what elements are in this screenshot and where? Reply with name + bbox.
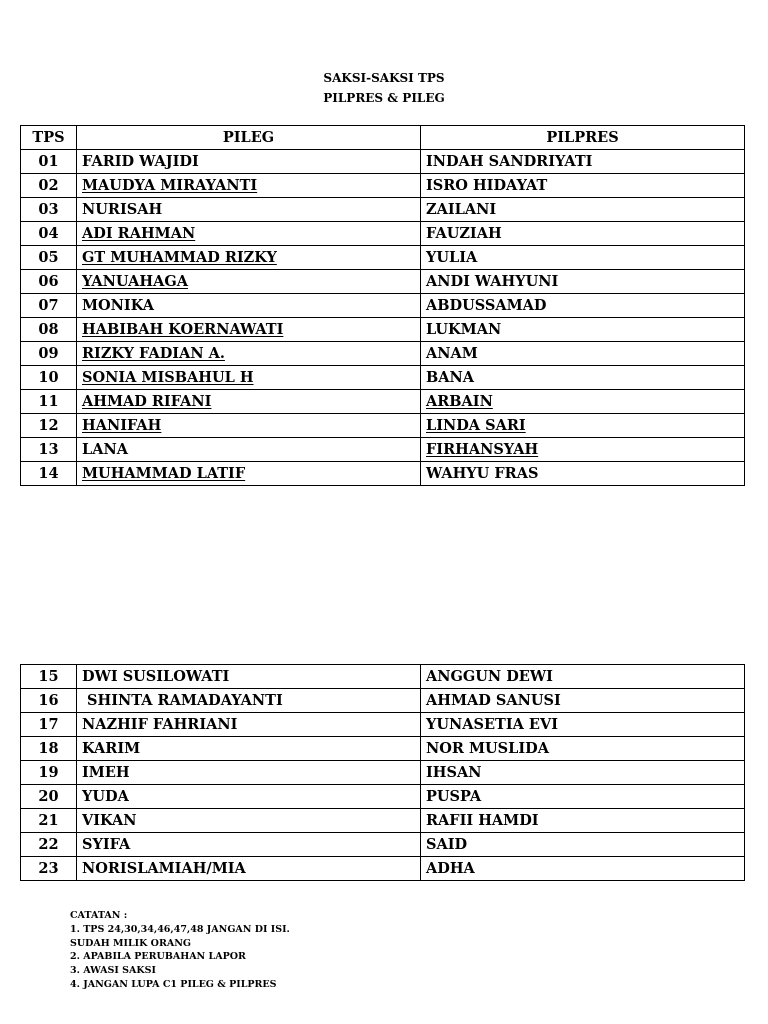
tps-cell-text: 12 [38,417,59,434]
pileg-cell-text: DWI SUSILOWATI [82,668,230,685]
tps-cell-text: 04 [38,225,59,242]
pileg-cell [77,390,421,414]
pileg-cell [77,689,421,713]
pilpres-cell [421,270,745,294]
pilpres-cell [421,150,745,174]
table-row [21,174,745,198]
pileg-cell-text: NORISLAMIAH/MIA [82,860,246,877]
pileg-cell-text: SYIFA [82,836,131,853]
tps-cell-text: 09 [38,345,59,362]
tps-cell [21,438,77,462]
notes-line: 3. AWASI SAKSI [70,965,156,977]
tps-cell-text: 18 [38,740,59,757]
pilpres-cell-text: ANGGUN DEWI [426,668,553,685]
pilpres-cell-text: BANA [426,369,475,386]
pileg-cell [77,318,421,342]
pileg-cell [77,833,421,857]
table-row [21,366,745,390]
pileg-cell-text: FARID WAJIDI [82,153,199,170]
witness-table-2 [20,664,745,881]
pileg-cell-text: HABIBAH KOERNAWATI [82,321,284,338]
pilpres-cell-text: YUNASETIA EVI [426,716,558,733]
pileg-cell-text: RIZKY FADIAN A. [82,345,225,362]
tps-cell-text: 05 [38,249,59,266]
tps-cell-text: 17 [38,716,59,733]
pileg-cell [77,737,421,761]
pilpres-cell-text: YULIA [426,249,478,266]
pilpres-cell-text: SAID [426,836,468,853]
pilpres-cell [421,689,745,713]
table-row [21,857,745,881]
tps-cell-text: 03 [38,201,59,218]
pilpres-cell-text: NOR MUSLIDA [426,740,549,757]
header-tps: TPS [21,126,77,150]
pilpres-cell [421,665,745,689]
tps-cell-text: 06 [38,273,59,290]
notes-line: 1. TPS 24,30,34,46,47,48 JANGAN DI ISI. [70,923,290,935]
pileg-cell [77,438,421,462]
tps-cell [21,366,77,390]
tps-cell [21,809,77,833]
pilpres-cell [421,222,745,246]
tps-cell [21,390,77,414]
tps-cell [21,174,77,198]
pilpres-cell-text: LUKMAN [426,321,502,338]
pileg-cell-text: AHMAD RIFANI [82,393,212,410]
tps-cell [21,294,77,318]
pilpres-cell [421,366,745,390]
pileg-cell [77,713,421,737]
pilpres-cell [421,390,745,414]
pilpres-cell [421,761,745,785]
table-row [21,809,745,833]
table-row [21,222,745,246]
tps-cell [21,246,77,270]
tps-cell [21,150,77,174]
pilpres-cell [421,857,745,881]
pilpres-cell-text: IHSAN [426,764,482,781]
pileg-cell-text: MUHAMMAD LATIF [82,465,246,482]
pileg-cell-text: KARIM [82,740,141,757]
tps-cell [21,270,77,294]
notes-line: 4. JANGAN LUPA C1 PILEG & PILPRES [70,978,277,990]
table-row [21,390,745,414]
notes-line: CATATAN : [70,910,128,921]
tps-cell [21,689,77,713]
pileg-cell [77,198,421,222]
pilpres-cell [421,414,745,438]
pileg-cell-text: HANIFAH [82,417,162,434]
tps-cell [21,462,77,486]
pileg-cell-text: NAZHIF FAHRIANI [82,716,238,733]
table-row [21,414,745,438]
tps-cell-text: 10 [38,369,59,386]
pileg-cell [77,150,421,174]
notes-section [70,909,290,992]
pileg-cell-text: MAUDYA MIRAYANTI [82,177,258,194]
tps-cell-text: 01 [38,153,59,170]
pilpres-cell [421,174,745,198]
tps-cell [21,414,77,438]
table-row [21,462,745,486]
table-row [21,294,745,318]
notes-line: SUDAH MILIK ORANG [70,937,192,949]
tps-cell-text: 11 [38,393,59,410]
pileg-cell [77,761,421,785]
tps-cell [21,318,77,342]
pileg-cell-text: LANA [82,441,128,458]
pilpres-cell-text: ANDI WAHYUNI [426,273,559,290]
tps-cell-text: 22 [38,836,59,853]
pileg-cell-text: IMEH [82,764,130,781]
pileg-cell-text: SONIA MISBAHUL H [82,369,254,386]
tps-cell-text: 07 [38,297,59,314]
witness-table-1 [20,125,745,486]
pileg-cell-text: YUDA [82,788,129,805]
pileg-cell [77,222,421,246]
tps-cell [21,665,77,689]
tps-cell-text: 02 [38,177,59,194]
tps-cell-text: 21 [38,812,59,829]
table-row [21,833,745,857]
table-row [21,438,745,462]
pilpres-cell [421,318,745,342]
table-row [21,665,745,689]
pileg-cell-text: MONIKA [82,297,154,314]
document-title: SAKSI-SAKSI TPS [323,71,445,85]
pileg-cell [77,414,421,438]
pileg-cell [77,462,421,486]
tps-cell [21,222,77,246]
pilpres-cell-text: ISRO HIDAYAT [426,177,548,194]
pilpres-cell [421,737,745,761]
tps-cell-text: 13 [38,441,59,458]
tps-cell-text: 08 [38,321,59,338]
pilpres-cell-text: LINDA SARI [426,417,526,434]
pilpres-cell-text: FIRHANSYAH [426,441,539,458]
pileg-cell [77,294,421,318]
table-row [21,342,745,366]
tps-cell-text: 19 [38,764,59,781]
table-header-row [21,126,745,150]
pilpres-cell [421,713,745,737]
pilpres-cell-text: ABDUSSAMAD [426,297,547,314]
tps-cell [21,713,77,737]
tps-cell-text: 20 [38,788,59,805]
pileg-cell [77,857,421,881]
pilpres-cell-text: ANAM [426,345,478,362]
tps-cell [21,785,77,809]
tps-cell-text: 16 [38,692,59,709]
pilpres-cell [421,833,745,857]
pilpres-cell [421,294,745,318]
pileg-cell-text: NURISAH [82,201,163,218]
tps-cell-text: 15 [38,668,59,685]
pilpres-cell [421,785,745,809]
tps-cell [21,737,77,761]
header-pileg: PILEG [77,126,421,150]
tps-cell-text: 23 [38,860,59,877]
tps-cell [21,761,77,785]
pilpres-cell-text: INDAH SANDRIYATI [426,153,593,170]
pileg-cell [77,270,421,294]
header-pilpres: PILPRES [421,126,745,150]
pilpres-cell [421,342,745,366]
pilpres-cell-text: ADHA [426,860,475,877]
tps-cell [21,198,77,222]
pileg-cell-text: YANUAHAGA [82,273,188,290]
document-subtitle: PILPRES & PILEG [323,91,445,105]
pileg-cell [77,785,421,809]
pileg-cell [77,366,421,390]
pileg-cell [77,809,421,833]
pileg-cell-text: GT MUHAMMAD RIZKY [82,249,277,266]
pileg-cell-text: VIKAN [82,812,137,829]
tps-cell [21,342,77,366]
table-row [21,198,745,222]
tps-cell [21,833,77,857]
pilpres-cell-text: WAHYU FRAS [426,465,539,482]
pileg-cell [77,174,421,198]
table-row [21,246,745,270]
pilpres-cell-text: ARBAIN [426,393,493,410]
pilpres-cell-text: FAUZIAH [426,225,502,242]
table-row [21,737,745,761]
pileg-cell-text: SHINTA RAMADAYANTI [82,692,283,709]
pilpres-cell [421,462,745,486]
pileg-cell-text: ADI RAHMAN [82,225,196,242]
table-row [21,270,745,294]
pileg-cell [77,665,421,689]
pileg-cell [77,342,421,366]
notes-line: 2. APABILA PERUBAHAN LAPOR [70,951,246,963]
pilpres-cell-text: PUSPA [426,788,482,805]
table-row [21,318,745,342]
tps-cell [21,857,77,881]
pilpres-cell [421,198,745,222]
pileg-cell [77,246,421,270]
table-row [21,689,745,713]
pilpres-cell-text: ZAILANI [426,201,497,218]
table-row [21,713,745,737]
pilpres-cell [421,809,745,833]
table-row [21,150,745,174]
pilpres-cell-text: AHMAD SANUSI [426,692,561,709]
pilpres-cell [421,246,745,270]
table-row [21,761,745,785]
pilpres-cell-text: RAFII HAMDI [426,812,539,829]
table-row [21,785,745,809]
tps-cell-text: 14 [38,465,59,482]
pilpres-cell [421,438,745,462]
